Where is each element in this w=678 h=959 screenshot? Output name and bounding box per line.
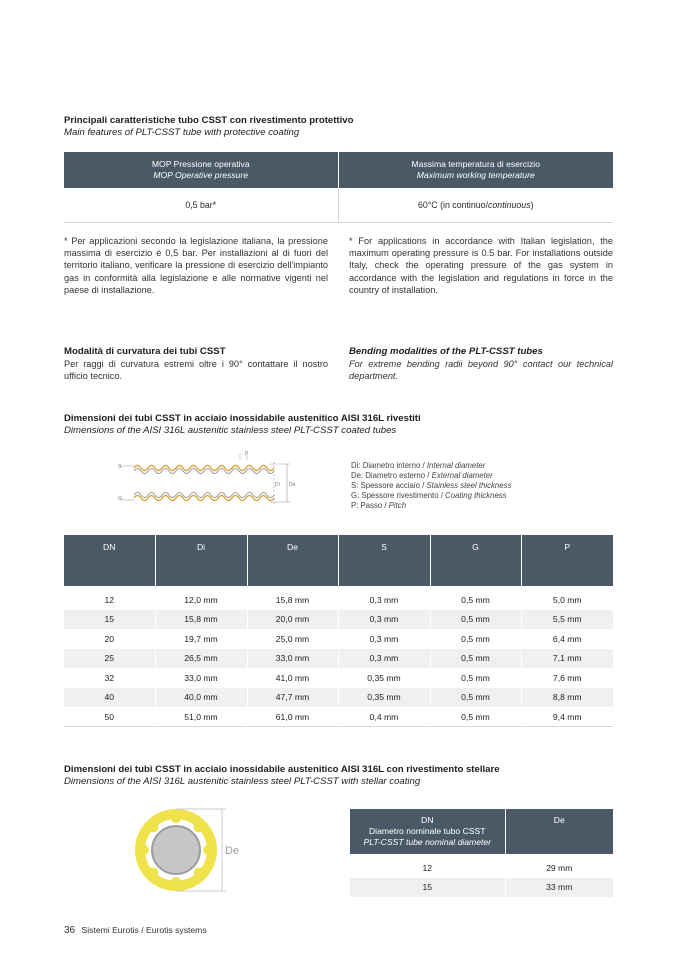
diagram-label-g: G — [118, 496, 122, 502]
stellar-coating-diagram — [130, 804, 260, 896]
section4-subtitle: Dimensions of the AISI 316L austenitic stainless steel PLT-CSST with stellar coating — [64, 776, 421, 787]
table-row: 12 29 mm — [350, 858, 613, 878]
legend-item: P: Passo / Pitch — [351, 501, 407, 511]
diagram-label-de: De — [289, 482, 296, 488]
stellar-header-dn: DN Diametro nominale tubo CSST PLT-CSST tube nominal diameter — [350, 809, 505, 854]
stellar-table — [350, 809, 613, 897]
features-header-mop: MOP Pressione operativa MOP Operative pressure — [64, 152, 338, 188]
dim-header-g: G — [430, 535, 521, 586]
dim-header-de: De — [247, 535, 338, 586]
dimensions-table — [64, 535, 613, 727]
legend-item: Di: Diametro interno / Internal diameter — [351, 461, 486, 470]
bending-title-en: Bending modalities of the PLT-CSST tubes — [349, 346, 543, 357]
table-row: 32 33,0 mm 41,0 mm 0,35 mm 0,5 mm 7,6 mm — [64, 668, 613, 688]
section1-subtitle: Main features of PLT-CSST tube with protective coating — [64, 127, 300, 138]
dim-header-di: Di — [155, 535, 247, 586]
bending-italian — [64, 346, 328, 382]
features-header-temp: Massima temperatura di esercizio Maximum working temperature — [411, 159, 540, 180]
table-row: 50 51,0 mm 61,0 mm 0,4 mm 0,5 mm 9,4 mm — [64, 707, 613, 727]
section3-subtitle: Dimensions of the AISI 316L austenitic stainless steel PLT-CSST coated tubes — [64, 425, 397, 436]
stellar-header-de: De — [553, 815, 565, 825]
table-row: 15 33 mm — [350, 878, 613, 898]
legend-item: G: Spessore rivestimento / Coating thickness — [351, 491, 507, 501]
stellar-diagram-label-de: De — [225, 845, 240, 857]
footer — [64, 925, 207, 936]
bending-text-en: For extreme bending radii beyond 90° contact our technical department. — [349, 359, 613, 382]
table-row: 40 40,0 mm 47,7 mm 0,35 mm 0,5 mm 8,8 mm — [64, 688, 613, 708]
section3-title: Dimensioni dei tubi CSST in acciaio inossidabile austenitico AISI 316L rivestiti — [64, 413, 421, 424]
bending-english — [349, 346, 613, 382]
dim-header-p: P — [564, 542, 571, 552]
legend-item: De: Diametro esterno / External diameter — [351, 471, 493, 481]
table-row: 20 19,7 mm 25,0 mm 0,3 mm 0,5 mm 6,4 mm — [64, 629, 613, 649]
diagram-label-s: S — [118, 464, 122, 470]
table-row: 12 12,0 mm 15,8 mm 0,3 mm 0,5 mm 5,0 mm — [64, 590, 613, 610]
footer-text: Sistemi Eurotis / Eurotis systems — [81, 925, 207, 935]
table-row: 15 15,8 mm 20,0 mm 0,3 mm 0,5 mm 5,5 mm — [64, 610, 613, 630]
table-row: 25 26,5 mm 33,0 mm 0,3 mm 0,5 mm 7,1 mm — [64, 649, 613, 669]
page-number: 36 — [64, 925, 76, 936]
note-italian: * Per applicazioni secondo la legislazione italiana, la pressione massima di esercizio è 0,5 bar. Per installazioni al di fuori del territorio italiano, verificare la pressione di esercizio dell'impianto gas in conformità alla legislazione e alle normative vigenti nel paese di installazione. — [64, 236, 328, 295]
section4-title: Dimensioni dei tubi CSST in acciaio inossidabile austenitico AISI 316L con rivestimento stellare — [64, 764, 500, 775]
features-table — [64, 152, 613, 223]
diagram-label-p: P — [245, 451, 249, 457]
corrugated-tube-diagram — [112, 450, 302, 510]
diagram-label-di: Di — [275, 482, 280, 488]
section1-title: Principali caratteristiche tubo CSST con rivestimento protettivo — [64, 115, 354, 126]
bending-title-it: Modalità di curvatura dei tubi CSST — [64, 346, 226, 357]
dim-header-dn: DN — [64, 535, 155, 586]
features-value-mop: 0,5 bar* — [64, 188, 338, 222]
features-value-temp: 60°C (in continuo/continuous) — [338, 188, 613, 222]
dimension-legend — [351, 461, 511, 511]
bending-text-it: Per raggi di curvatura estremi oltre i 90° contattare il nostro ufficio tecnico. — [64, 359, 328, 382]
legend-item: S: Spessore acciaio / Stainless steel thickness — [351, 481, 512, 491]
dim-header-s: S — [338, 535, 430, 586]
note-english: * For applications in accordance with Italian legislation, the maximum operating pressure is 0.5 bar. For installations outside Italy, check the operating pressure of the gas system in accordance with the legislation and regulations in force in the country of installation. — [349, 236, 613, 295]
